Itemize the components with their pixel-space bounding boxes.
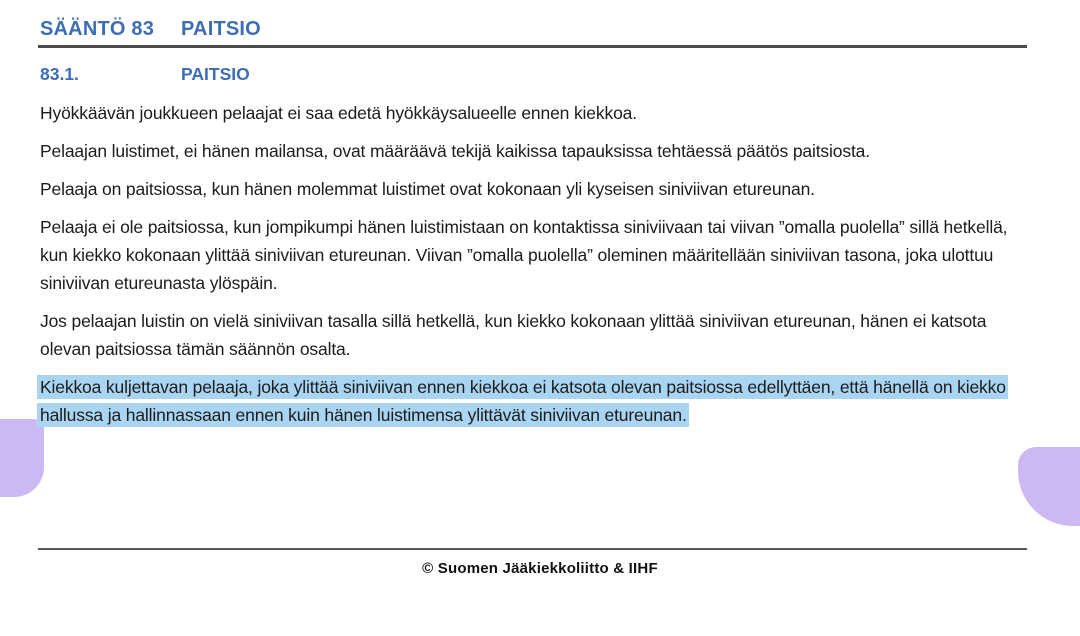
rule-title: PAITSIO (181, 18, 261, 40)
header-divider (38, 45, 1027, 48)
paragraph: Jos pelaajan luistin on vielä siniviivan tasalla sillä hetkellä, kun kiekko kokonaan ylittää siniviivan etureunan, hänen ei katsota olevan paitsiossa tämän säännön osalta. (40, 310, 987, 359)
purple-blob-left-decoration (0, 419, 44, 497)
rule-heading (40, 17, 1032, 41)
rule-body (40, 99, 1032, 429)
paragraph: Pelaaja on paitsiossa, kun hänen molemmat luistimet ovat kokonaan yli kyseisen siniviivan etureunan. (40, 178, 815, 199)
paragraph: Hyökkäävän joukkueen pelaajat ei saa edetä hyökkäysalueelle ennen kiekkoa. (40, 102, 637, 123)
section-heading (40, 63, 1032, 85)
purple-blob-right-decoration (1018, 447, 1080, 526)
copyright-text: © Suomen Jääkiekkoliitto & IIHF (422, 560, 658, 577)
highlighted-paragraph (40, 373, 1032, 429)
paragraph: Pelaaja ei ole paitsiossa, kun jompikumpi hänen luistimistaan on kontaktissa siniviivaan tai viivan ”omalla puolella” sillä hetkellä, kun kiekko kokonaan ylittää siniviivan etureunan. Viivan ”omalla puolella” oleminen määritellään siniviivan tasona, joka ulottuu siniviivan etureunasta ylöspäin. (40, 216, 1008, 293)
section-number: 83.1. (40, 63, 79, 84)
rule-number: SÄÄNTÖ 83 (40, 18, 155, 40)
footer-divider (38, 548, 1027, 550)
highlight-selection: Kiekkoa kuljettavan pelaaja, joka ylittää siniviivan ennen kiekkoa ei katsota olevan paitsiossa edellyttäen, että hänellä on kiekko hallussa ja hallinnassaan ennen kuin hänen luistimensa ylittävät siniviivan etureunan. (37, 375, 1008, 427)
section-title: PAITSIO (181, 63, 250, 84)
page-footer (0, 548, 1080, 577)
paragraph: Pelaajan luistimet, ei hänen mailansa, ovat määräävä tekijä kaikissa tapauksissa tehtäessä päätös paitsiosta. (40, 140, 870, 161)
